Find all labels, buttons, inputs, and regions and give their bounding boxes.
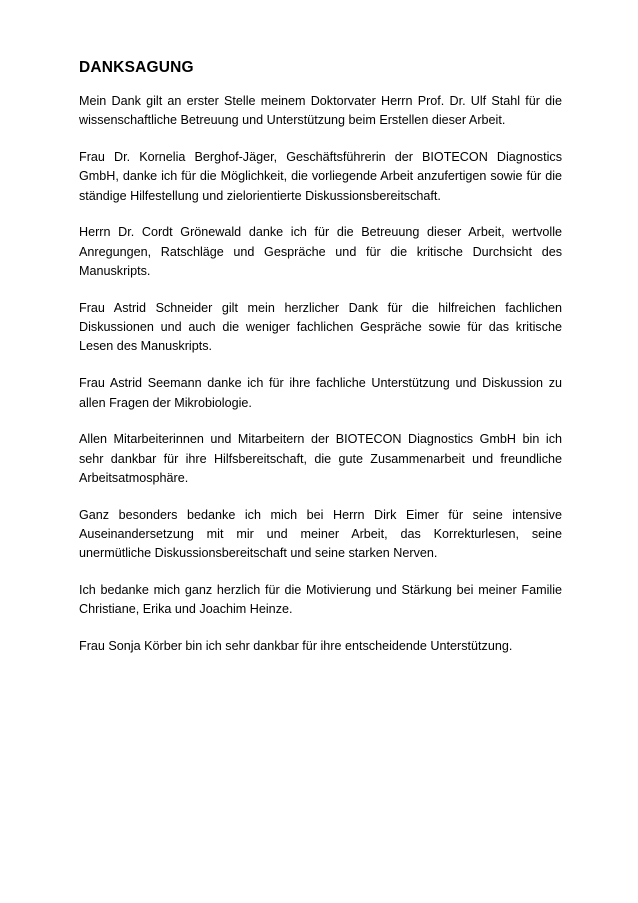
paragraph-6: Allen Mitarbeiterinnen und Mitarbeitern der BIOTECON Diagnostics GmbH bin ich sehr dankbar für ihre Hilfsbereitschaft, die gute Zusammenarbeit und freundliche Arbeitsatmosphäre. xyxy=(79,432,562,485)
paragraph-8: Ich bedanke mich ganz herzlich für die Motivierung und Stärkung bei meiner Familie Christiane, Erika und Joachim Heinze. xyxy=(79,583,562,617)
document-page xyxy=(79,58,562,674)
paragraph-2: Frau Dr. Kornelia Berghof-Jäger, Geschäftsführerin der BIOTECON Diagnostics GmbH, danke ich für die Möglichkeit, die vorliegende Arbeit anzufertigen sowie für die ständige Hilfestellung und zielorientierte Diskussionsbereitschaft. xyxy=(79,150,562,203)
page-title: DANKSAGUNG xyxy=(79,59,194,76)
paragraph-3: Herrn Dr. Cordt Grönewald danke ich für die Betreuung dieser Arbeit, wertvolle Anregungen, Ratschläge und Gespräche und für die kritische Durchsicht des Manuskripts. xyxy=(79,225,562,279)
paragraph-7: Ganz besonders bedanke ich mich bei Herrn Dirk Eimer für seine intensive Auseinandersetzung mit mir und meiner Arbeit, das Korrekturlesen, seine unermütliche Diskussionsbereitschaft und seine starken Nerven. xyxy=(79,507,562,561)
paragraph-5: Frau Astrid Seemann danke ich für ihre fachliche Unterstützung und Diskussion zu allen Fragen der Mikrobiologie. xyxy=(79,376,562,410)
paragraph-1: Mein Dank gilt an erster Stelle meinem Doktorvater Herrn Prof. Dr. Ulf Stahl für die wissenschaftliche Betreuung und Unterstützung beim Erstellen dieser Arbeit. xyxy=(79,94,562,128)
paragraph-4: Frau Astrid Schneider gilt mein herzlicher Dank für die hilfreichen fachlichen Diskussionen und auch die weniger fachlichen Gespräche sowie für das kritische Lesen des Manuskripts. xyxy=(79,300,562,354)
paragraph-9: Frau Sonja Körber bin ich sehr dankbar für ihre entscheidende Unterstützung. xyxy=(79,639,513,654)
